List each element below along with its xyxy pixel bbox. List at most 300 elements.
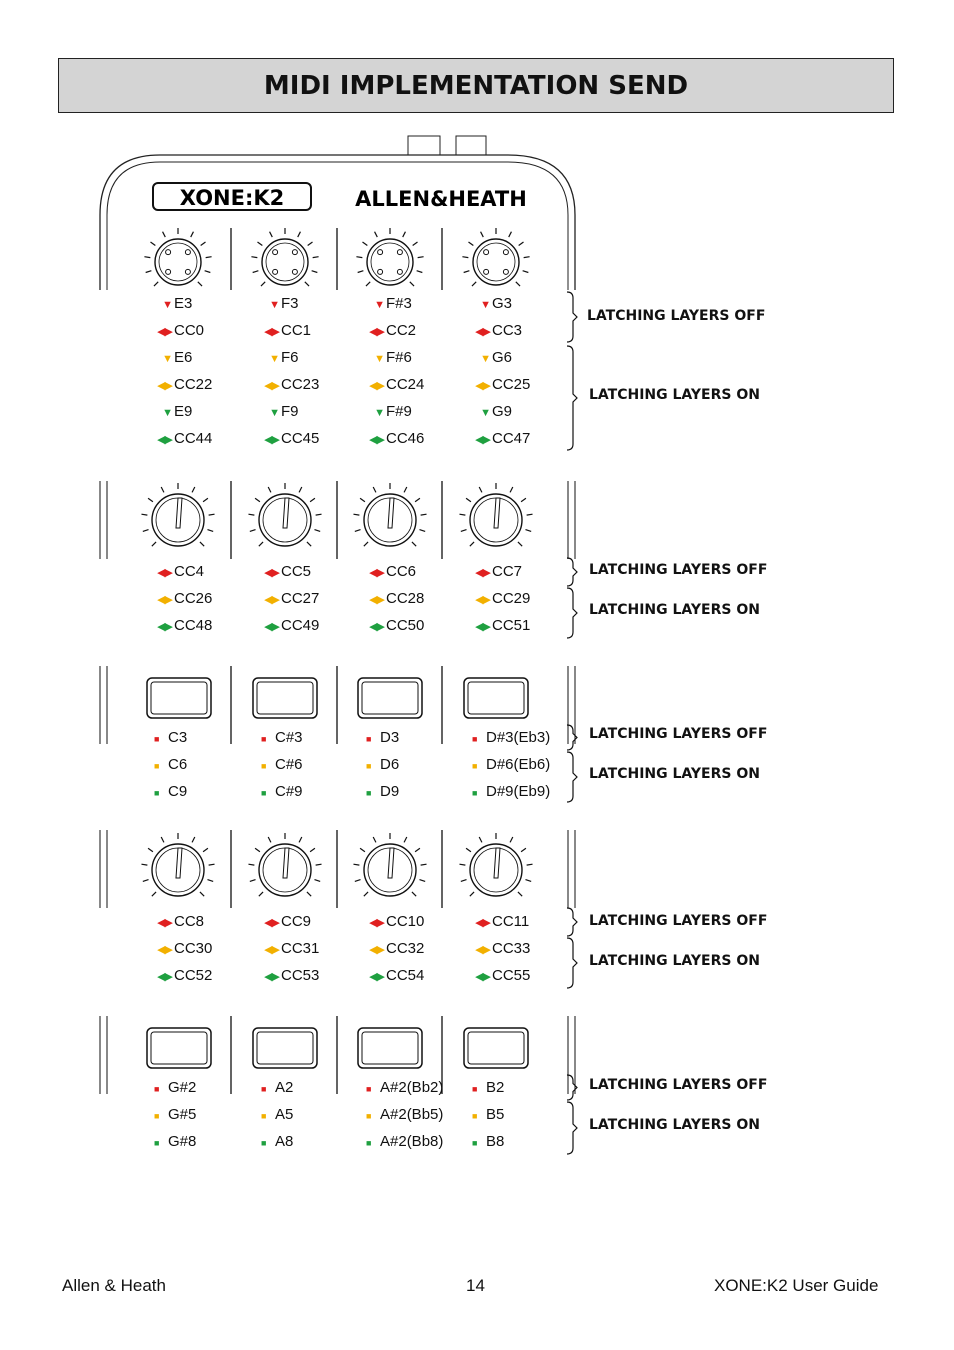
midi-label xyxy=(460,913,529,932)
midi-label-text: CC45 xyxy=(281,430,320,447)
square-icon: ■ xyxy=(261,761,267,771)
knob-tick xyxy=(358,271,364,273)
knob-tick xyxy=(421,514,427,515)
midi-label-text: CC27 xyxy=(281,590,320,607)
midi-label-text: CC52 xyxy=(174,967,213,984)
knob-tick xyxy=(148,848,153,852)
knob-tick xyxy=(250,530,256,532)
midi-label xyxy=(472,1106,504,1125)
pad-button xyxy=(147,678,211,718)
midi-label-text: A#2(Bb5) xyxy=(380,1106,444,1123)
midi-label xyxy=(354,322,416,341)
knob-tick xyxy=(314,880,320,882)
knob-tick xyxy=(521,498,526,502)
midi-label-text: CC48 xyxy=(174,617,213,634)
midi-label-text: CC0 xyxy=(174,322,205,339)
note-triangle-icon: ▼ xyxy=(480,407,490,419)
layer-label-on: LATCHING LAYERS ON xyxy=(589,387,760,403)
brace-on xyxy=(567,588,577,638)
midi-label xyxy=(249,403,299,422)
knob-tick xyxy=(375,232,378,237)
knob-tick xyxy=(461,880,467,882)
midi-label xyxy=(366,1106,443,1125)
layer-label-on: LATCHING LAYERS ON xyxy=(589,602,760,618)
cc-arrows-icon: ◀▶ xyxy=(157,434,172,446)
knob-tick xyxy=(148,498,153,502)
knob-tick xyxy=(479,837,482,842)
midi-label-text: C9 xyxy=(168,783,188,800)
cc-arrows-icon: ◀▶ xyxy=(369,326,384,338)
square-icon: ■ xyxy=(261,734,267,744)
midi-label-text: G#2 xyxy=(168,1079,197,1096)
knob-tick xyxy=(141,514,147,515)
midi-label-text: B8 xyxy=(486,1133,505,1150)
knob-tick xyxy=(209,514,215,515)
knob-tick xyxy=(205,271,211,273)
midi-label xyxy=(249,563,311,582)
usb-port xyxy=(408,136,440,155)
knob-tick xyxy=(141,864,147,865)
knob-tick xyxy=(259,542,263,546)
layer-label-on: LATCHING LAYERS ON xyxy=(589,766,760,782)
knob-tick xyxy=(200,542,204,546)
note-triangle-icon: ▼ xyxy=(374,407,384,419)
knob-tick xyxy=(250,880,256,882)
cc-arrows-icon: ◀▶ xyxy=(475,594,490,606)
knob-tick xyxy=(307,892,311,896)
square-icon: ■ xyxy=(472,1084,478,1094)
xone-k2-logo: XONE:K2 xyxy=(179,186,285,210)
midi-label-text: CC32 xyxy=(386,940,425,957)
midi-label-text: CC33 xyxy=(492,940,531,957)
knob-tick xyxy=(470,892,474,896)
square-icon: ■ xyxy=(366,761,372,771)
square-icon: ■ xyxy=(366,1111,372,1121)
knob-tick xyxy=(206,257,212,258)
midi-label xyxy=(354,940,424,959)
pad-button xyxy=(464,678,528,718)
knob-tick xyxy=(150,242,155,246)
midi-label xyxy=(142,403,192,422)
square-icon: ■ xyxy=(154,734,160,744)
midi-label xyxy=(249,430,319,449)
cc-arrows-icon: ◀▶ xyxy=(475,434,490,446)
knob-tick xyxy=(415,848,420,852)
knob-tick xyxy=(209,864,215,865)
square-icon: ■ xyxy=(154,1111,160,1121)
midi-label xyxy=(354,430,424,449)
midi-label-text: C3 xyxy=(168,729,188,746)
knob-tick xyxy=(251,257,257,258)
midi-label xyxy=(261,1133,293,1152)
midi-label-text: F3 xyxy=(281,295,299,312)
encoder-knob xyxy=(155,239,201,285)
square-icon: ■ xyxy=(472,788,478,798)
midi-label xyxy=(249,967,319,986)
knob-tick xyxy=(268,487,271,492)
midi-label xyxy=(154,1133,196,1152)
square-icon: ■ xyxy=(472,761,478,771)
midi-label xyxy=(249,376,319,395)
midi-label-text: F#6 xyxy=(386,349,412,366)
midi-label-text: CC9 xyxy=(281,913,312,930)
square-icon: ■ xyxy=(366,734,372,744)
pad-button xyxy=(253,678,317,718)
midi-label-text: C#6 xyxy=(275,756,303,773)
knob-tick xyxy=(146,271,152,273)
knob-tick xyxy=(468,242,473,246)
midi-label-text: CC26 xyxy=(174,590,213,607)
cc-arrows-icon: ◀▶ xyxy=(475,326,490,338)
midi-label-text: CC24 xyxy=(386,376,425,393)
midi-label xyxy=(142,376,212,395)
knob-tick xyxy=(510,837,513,842)
midi-label xyxy=(366,756,399,775)
allen-heath-logo: ALLEN&HEATH xyxy=(355,187,527,211)
midi-label-text: CC1 xyxy=(281,322,312,339)
midi-label-text: C#9 xyxy=(275,783,303,800)
knob-tick xyxy=(459,514,465,515)
cc-arrows-icon: ◀▶ xyxy=(264,594,279,606)
midi-label xyxy=(249,617,319,636)
cc-arrows-icon: ◀▶ xyxy=(264,971,279,983)
midi-label xyxy=(354,403,412,422)
note-triangle-icon: ▼ xyxy=(480,299,490,311)
knob-tick xyxy=(518,542,522,546)
midi-label xyxy=(460,376,530,395)
midi-label xyxy=(460,430,530,449)
knob-tick xyxy=(143,530,149,532)
cc-arrows-icon: ◀▶ xyxy=(475,917,490,929)
note-triangle-icon: ▼ xyxy=(374,353,384,365)
knob-tick xyxy=(527,864,533,865)
pad-button xyxy=(147,1028,211,1068)
knob-tick xyxy=(364,892,368,896)
midi-label xyxy=(261,1079,293,1098)
layer-label-off: LATCHING LAYERS OFF xyxy=(589,726,768,742)
knob-tick xyxy=(198,282,202,286)
layer-label-off: LATCHING LAYERS OFF xyxy=(587,308,766,324)
midi-label xyxy=(142,617,212,636)
knob-tick xyxy=(355,530,361,532)
brace-on xyxy=(567,346,577,450)
brace-on xyxy=(567,752,577,802)
cc-arrows-icon: ◀▶ xyxy=(157,621,172,633)
knob-tick xyxy=(419,530,425,532)
knob-tick xyxy=(253,271,259,273)
cc-arrows-icon: ◀▶ xyxy=(264,380,279,392)
knob-tick xyxy=(373,487,376,492)
knob-tick xyxy=(191,232,194,237)
midi-label xyxy=(142,967,212,986)
knob-tick xyxy=(261,282,265,286)
knob-tick xyxy=(472,282,476,286)
midi-label xyxy=(472,783,550,802)
square-icon: ■ xyxy=(261,1111,267,1121)
midi-label-text: B5 xyxy=(486,1106,505,1123)
midi-label-text: A#2(Bb2) xyxy=(380,1079,444,1096)
knob-tick xyxy=(417,271,423,273)
cc-arrows-icon: ◀▶ xyxy=(369,621,384,633)
knob-tick xyxy=(154,282,158,286)
midi-label-text: CC55 xyxy=(492,967,531,984)
midi-label-text: D6 xyxy=(380,756,400,773)
knob-tick xyxy=(192,487,195,492)
cc-arrows-icon: ◀▶ xyxy=(157,567,172,579)
knob-tick xyxy=(353,864,359,865)
midi-label xyxy=(460,563,522,582)
knob-tick xyxy=(259,892,263,896)
knob-tick xyxy=(203,848,208,852)
knob-tick xyxy=(310,848,315,852)
knob-tick xyxy=(356,257,362,258)
midi-label xyxy=(354,295,412,314)
midi-label xyxy=(142,349,192,368)
square-icon: ■ xyxy=(261,788,267,798)
knob-tick xyxy=(527,514,533,515)
knob-tick xyxy=(152,892,156,896)
knob-tick xyxy=(524,257,530,258)
midi-label xyxy=(154,1079,196,1098)
cc-arrows-icon: ◀▶ xyxy=(157,594,172,606)
cc-arrows-icon: ◀▶ xyxy=(264,944,279,956)
square-icon: ■ xyxy=(366,788,372,798)
knob-tick xyxy=(255,848,260,852)
midi-label-text: CC5 xyxy=(281,563,312,580)
knob-tick xyxy=(360,848,365,852)
midi-label xyxy=(354,617,424,636)
square-icon: ■ xyxy=(154,761,160,771)
midi-label xyxy=(354,590,424,609)
midi-label xyxy=(460,590,530,609)
knob-tick xyxy=(403,232,406,237)
midi-label-text: D#6(Eb6) xyxy=(486,756,551,773)
midi-label xyxy=(142,295,192,314)
brace-off xyxy=(567,292,577,342)
midi-label xyxy=(142,322,204,341)
midi-label xyxy=(472,1133,504,1152)
brace-on xyxy=(567,1102,577,1154)
knob-tick xyxy=(307,542,311,546)
midi-label-text: G9 xyxy=(492,403,513,420)
midi-label xyxy=(460,349,512,368)
midi-label-text: C#3 xyxy=(275,729,303,746)
midi-label-text: CC11 xyxy=(492,913,530,930)
knob-tick xyxy=(412,892,416,896)
midi-label xyxy=(354,967,424,986)
knob-tick xyxy=(466,848,471,852)
note-triangle-icon: ▼ xyxy=(162,353,172,365)
note-triangle-icon: ▼ xyxy=(269,299,279,311)
midi-label-text: CC28 xyxy=(386,590,425,607)
encoder-knob xyxy=(367,239,413,285)
midi-label xyxy=(142,913,204,932)
midi-label xyxy=(366,783,399,802)
midi-label-text: CC47 xyxy=(492,430,531,447)
square-icon: ■ xyxy=(154,1084,160,1094)
knob-tick xyxy=(459,864,465,865)
cc-arrows-icon: ◀▶ xyxy=(264,567,279,579)
midi-label-text: CC51 xyxy=(492,617,531,634)
midi-label-text: CC44 xyxy=(174,430,213,447)
square-icon: ■ xyxy=(261,1138,267,1148)
knob-tick xyxy=(207,530,213,532)
knob-tick xyxy=(525,530,531,532)
knob-tick xyxy=(298,232,301,237)
knob-tick xyxy=(310,498,315,502)
knob-tick xyxy=(410,282,414,286)
knob-tick xyxy=(353,514,359,515)
knob-tick xyxy=(364,542,368,546)
note-triangle-icon: ▼ xyxy=(374,299,384,311)
knob-tick xyxy=(521,848,526,852)
midi-label-text: CC54 xyxy=(386,967,425,984)
knob-tick xyxy=(419,880,425,882)
knob-tick xyxy=(200,892,204,896)
knob-tick xyxy=(466,498,471,502)
cc-arrows-icon: ◀▶ xyxy=(157,971,172,983)
midi-label-text: A8 xyxy=(275,1133,294,1150)
cc-arrows-icon: ◀▶ xyxy=(157,326,172,338)
cc-arrows-icon: ◀▶ xyxy=(475,567,490,579)
usb-port xyxy=(456,136,486,155)
square-icon: ■ xyxy=(261,1084,267,1094)
midi-label xyxy=(154,1106,196,1125)
midi-label-text: CC8 xyxy=(174,913,205,930)
square-icon: ■ xyxy=(472,1111,478,1121)
knob-tick xyxy=(525,880,531,882)
midi-label-text: D#9(Eb9) xyxy=(486,783,551,800)
cc-arrows-icon: ◀▶ xyxy=(157,380,172,392)
midi-label-text: A2 xyxy=(275,1079,294,1096)
midi-label xyxy=(249,913,311,932)
pad-button xyxy=(358,678,422,718)
knob-tick xyxy=(316,514,322,515)
midi-label-text: G3 xyxy=(492,295,513,312)
knob-tick xyxy=(248,514,254,515)
square-icon: ■ xyxy=(472,734,478,744)
midi-label xyxy=(354,376,424,395)
midi-label xyxy=(261,1106,293,1125)
midi-label xyxy=(472,756,550,775)
cc-arrows-icon: ◀▶ xyxy=(475,944,490,956)
midi-label-text: CC6 xyxy=(386,563,417,580)
midi-label-text: D9 xyxy=(380,783,400,800)
midi-label xyxy=(354,563,416,582)
midi-label-text: F6 xyxy=(281,349,299,366)
midi-label-text: F9 xyxy=(281,403,299,420)
midi-label-text: CC22 xyxy=(174,376,213,393)
knob-tick xyxy=(270,232,273,237)
midi-label xyxy=(142,590,212,609)
midi-label-text: E6 xyxy=(174,349,193,366)
cc-arrows-icon: ◀▶ xyxy=(369,434,384,446)
midi-label-text: CC10 xyxy=(386,913,425,930)
midi-label-text: CC46 xyxy=(386,430,425,447)
footer-left: Allen & Heath xyxy=(62,1276,166,1295)
knob-tick xyxy=(143,880,149,882)
knob-tick xyxy=(510,487,513,492)
midi-label xyxy=(460,403,512,422)
midi-label xyxy=(249,940,319,959)
cc-arrows-icon: ◀▶ xyxy=(157,944,172,956)
midi-label xyxy=(249,349,299,368)
midi-label-text: CC49 xyxy=(281,617,320,634)
cc-arrows-icon: ◀▶ xyxy=(264,326,279,338)
midi-label xyxy=(261,729,303,748)
midi-label xyxy=(249,590,319,609)
note-triangle-icon: ▼ xyxy=(162,407,172,419)
midi-label-text: B2 xyxy=(486,1079,505,1096)
midi-label xyxy=(472,729,550,748)
knob-tick xyxy=(464,271,470,273)
midi-label xyxy=(142,430,212,449)
midi-label-text: D#3(Eb3) xyxy=(486,729,551,746)
knob-tick xyxy=(421,864,427,865)
cc-arrows-icon: ◀▶ xyxy=(264,917,279,929)
knob-tick xyxy=(479,487,482,492)
knob-tick xyxy=(248,864,254,865)
knob-tick xyxy=(355,880,361,882)
knob-tick xyxy=(418,257,424,258)
midi-label xyxy=(154,783,187,802)
knob-tick xyxy=(152,542,156,546)
knob-tick xyxy=(362,242,367,246)
midi-label-text: CC25 xyxy=(492,376,531,393)
knob-tick xyxy=(404,837,407,842)
brace-on xyxy=(567,938,577,988)
midi-label-text: E3 xyxy=(174,295,193,312)
page-title: MIDI IMPLEMENTATION SEND xyxy=(263,70,689,101)
knob-tick xyxy=(519,242,524,246)
knob-tick xyxy=(268,837,271,842)
knob-tick xyxy=(404,487,407,492)
layer-label-on: LATCHING LAYERS ON xyxy=(589,1117,760,1133)
midi-label-text: CC29 xyxy=(492,590,531,607)
cc-arrows-icon: ◀▶ xyxy=(369,944,384,956)
brace-off xyxy=(567,558,577,586)
midi-label xyxy=(460,940,530,959)
knob-tick xyxy=(308,242,313,246)
knob-tick xyxy=(161,837,164,842)
cc-arrows-icon: ◀▶ xyxy=(369,917,384,929)
knob-tick xyxy=(462,257,468,258)
layer-label-off: LATCHING LAYERS OFF xyxy=(589,913,768,929)
midi-label-text: CC7 xyxy=(492,563,523,580)
midi-label xyxy=(460,617,530,636)
midi-label-text: CC31 xyxy=(281,940,320,957)
knob-tick xyxy=(415,498,420,502)
knob-tick xyxy=(461,530,467,532)
knob-tick xyxy=(299,837,302,842)
midi-label-text: CC30 xyxy=(174,940,213,957)
midi-label-text: CC2 xyxy=(386,322,417,339)
knob-tick xyxy=(360,498,365,502)
knob-tick xyxy=(413,242,418,246)
knob-tick xyxy=(312,271,318,273)
knob-tick xyxy=(509,232,512,237)
cc-arrows-icon: ◀▶ xyxy=(475,621,490,633)
knob-tick xyxy=(305,282,309,286)
midi-label-text: A5 xyxy=(275,1106,294,1123)
midi-label-text: CC53 xyxy=(281,967,320,984)
square-icon: ■ xyxy=(154,788,160,798)
midi-label-text: CC23 xyxy=(281,376,320,393)
midi-label-text: CC50 xyxy=(386,617,425,634)
midi-label-text: E9 xyxy=(174,403,193,420)
layer-label-off: LATCHING LAYERS OFF xyxy=(589,562,768,578)
pad-button xyxy=(464,1028,528,1068)
